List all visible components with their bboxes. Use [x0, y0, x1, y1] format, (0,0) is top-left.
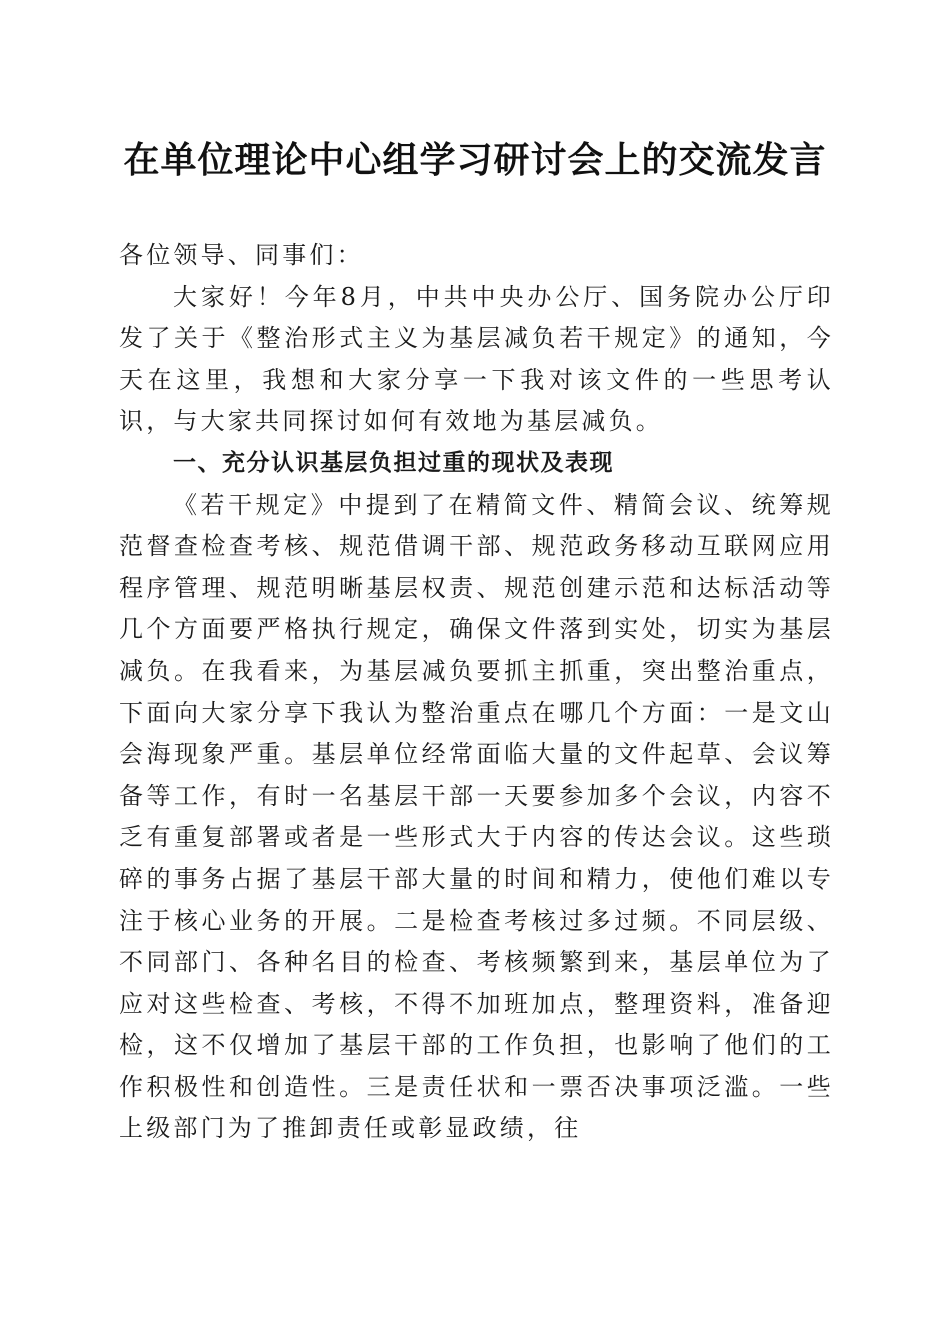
salutation: 各位领导、同事们：: [119, 241, 364, 269]
section-heading: 一、充分认识基层负担过重的现状及表现: [173, 449, 614, 476]
section-paragraph: 《若干规定》中提到了在精简文件、精简会议、统筹规范督查检查考核、规范借调干部、规范政务移动互联网应用程序管理、规范明晰基层权责、规范创建示范和达标活动等几个方面要严格执行规定，确保文件落到实处，切实为基层减负。在我看来，为基层减负要抓主抓重，突出整治重点，下面向大家分享下我认为整治重点在哪几个方面：一是文山会海现象严重。基层单位经常面临大量的文件起草、会议筹备等工作，有时一名基层干部一天要参加多个会议，内容不乏有重复部署或者是一些形式大于内容的传达会议。这些琐碎的事务占据了基层干部大量的时间和精力，使他们难以专注于核心业务的开展。二是检查考核过多过频。不同层级、不同部门、各种名目的检查、考核频繁到来，基层单位为了应对这些检查、考核，不得不加班加点，整理资料，准备迎检，这不仅增加了基层干部的工作负担，也影响了他们的工作积极性和创造性。三是责任状和一票否决事项泛滥。一些上级部门为了推卸责任或彰显政绩，往: [119, 490, 834, 1143]
intro-paragraph: 大家好！今年8月，中共中央办公厅、国务院办公厅印发了关于《整治形式主义为基层减负若干规定》的通知，今天在这里，我想和大家分享一下我对该文件的一些思考认识，与大家共同探讨如何有效地为基层减负。: [119, 282, 834, 436]
document-body: [119, 235, 834, 1150]
document-title: 在单位理论中心组学习研讨会上的交流发言: [123, 139, 827, 181]
